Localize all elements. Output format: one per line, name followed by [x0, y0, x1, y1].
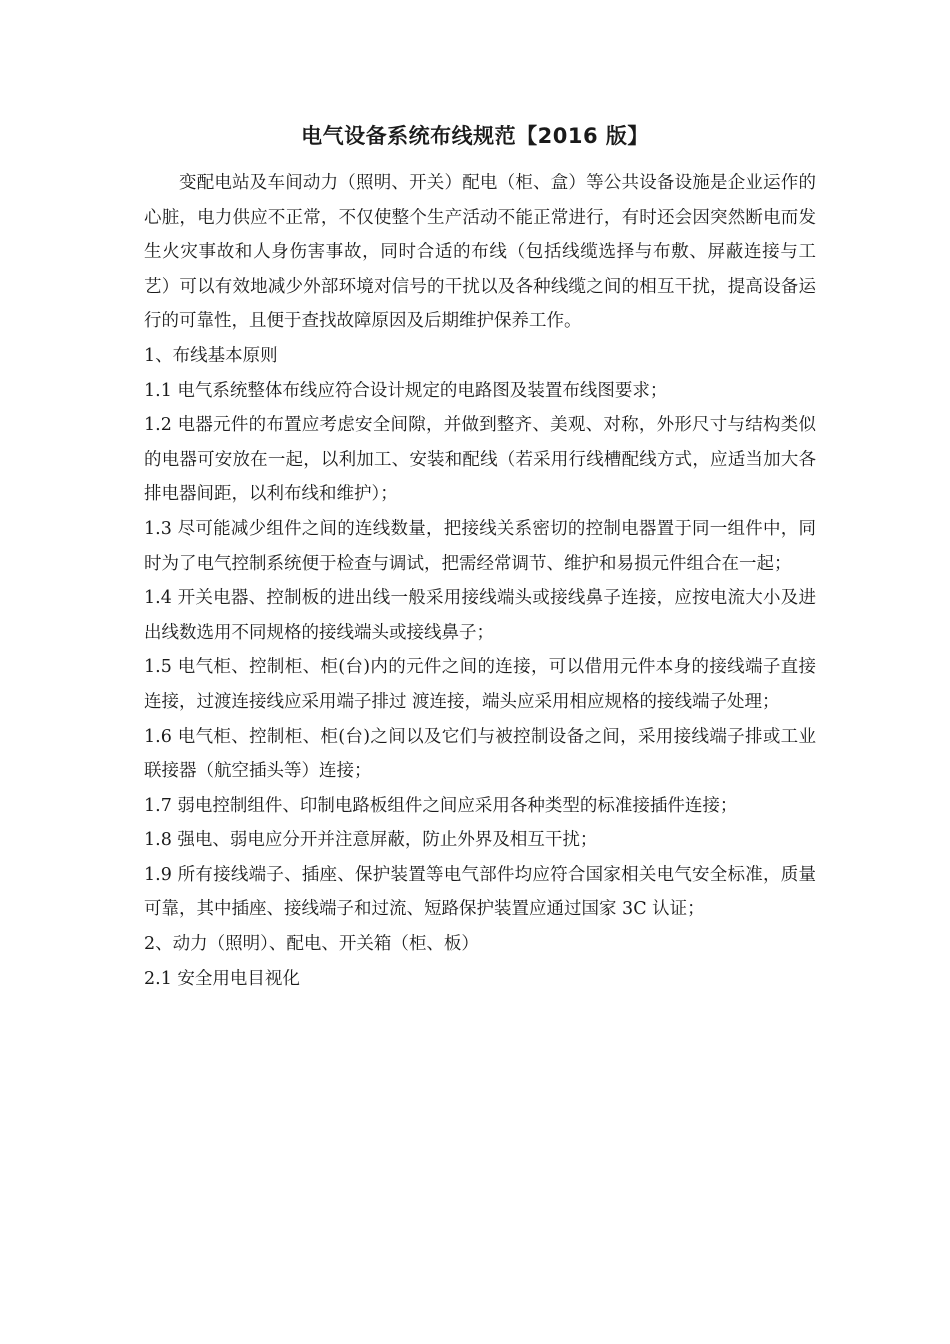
clause-2-1: 2.1 安全用电目视化	[144, 968, 300, 989]
intro-paragraph: 变配电站及车间动力（照明、开关）配电（柜、盒）等公共设备设施是企业运作的心脏，电力供应不正常，不仅使整个生产活动不能正常进行，有时还会因突然断电而发生火灾事故和人身伤害事故，同时合适的布线（包括线缆选择与布敷、屏蔽连接与工艺）可以有效地减少外部环境对信号的干扰以及各种线缆之间的相互干扰，提高设备运行的可靠性，且便于查找故障原因及后期维护保养工作。	[144, 173, 816, 332]
document-title: 电气设备系统布线规范【2016 版】	[301, 124, 649, 148]
section-heading-2: 2、动力（照明）、配电、开关箱（柜、板）	[144, 934, 479, 955]
document-body	[144, 166, 816, 996]
clause-1-1: 1.1 电气系统整体布线应符合设计规定的电路图及装置布线图要求；	[144, 380, 668, 401]
clause-1-9: 1.9 所有接线端子、插座、保护装置等电气部件均应符合国家相关电气安全标准，质量可靠，其中插座、接线端子和过流、短路保护装置应通过国家 3C 认证；	[144, 864, 816, 920]
clause-1-8: 1.8 强电、弱电应分开并注意屏蔽，防止外界及相互干扰；	[144, 830, 598, 851]
clause-1-7: 1.7 弱电控制组件、印制电路板组件之间应采用各种类型的标准接插件连接；	[144, 795, 738, 816]
section-heading-1: 1、布线基本原则	[144, 345, 278, 366]
clause-1-4: 1.4 开关电器、控制板的进出线一般采用接线端头或接线鼻子连接，应按电流大小及进出线数选用不同规格的接线端头或接线鼻子；	[144, 588, 816, 643]
clause-1-6: 1.6 电气柜、控制柜、柜(台)之间以及它们与被控制设备之间，采用接线端子排或工业联接器（航空插头等）连接；	[144, 726, 816, 782]
clause-1-5: 1.5 电气柜、控制柜、柜(台)内的元件之间的连接，可以借用元件本身的接线端子直接连接，过渡连接线应采用端子排过 渡连接，端头应采用相应规格的接线端子处理；	[144, 657, 816, 712]
clause-1-3: 1.3 尽可能减少组件之间的连线数量，把接线关系密切的控制电器置于同一组件中，同时为了电气控制系统便于检查与调试，把需经常调节、维护和易损元件组合在一起；	[144, 518, 816, 574]
clause-1-2: 1.2 电器元件的布置应考虑安全间隙，并做到整齐、美观、对称，外形尺寸与结构类似的电器可安放在一起，以利加工、安装和配线（若采用行线槽配线方式，应适当加大各排电器间距，以利布线和维护）；	[144, 415, 816, 505]
